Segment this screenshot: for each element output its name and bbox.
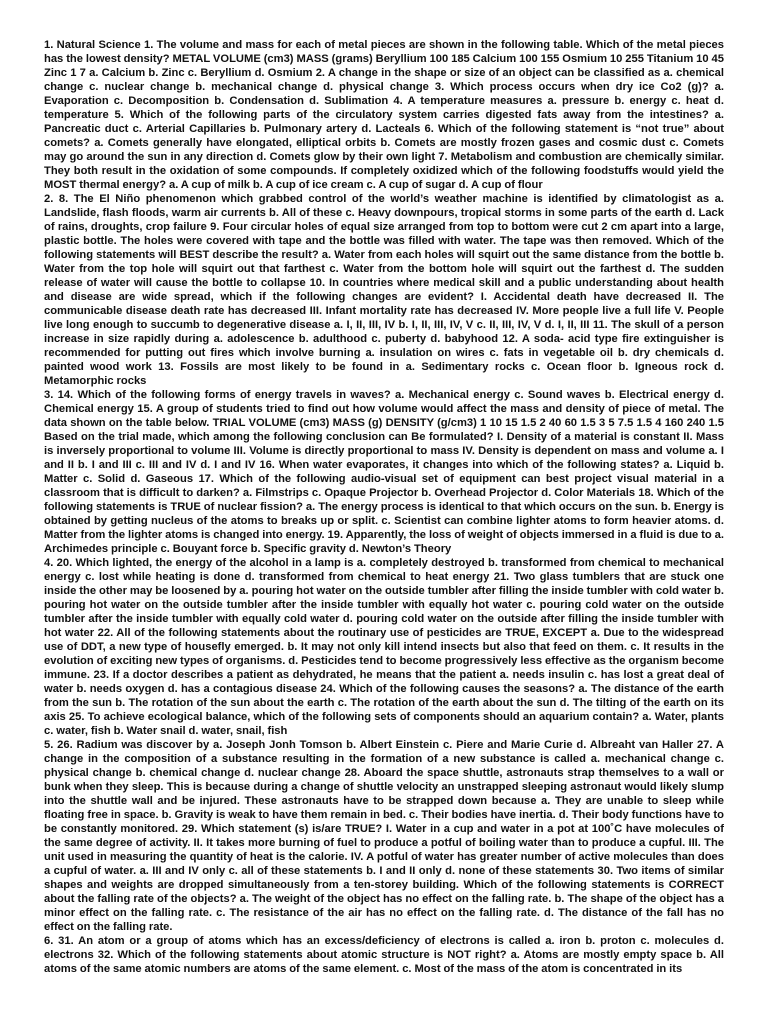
paragraph-3: 3. 14. Which of the following forms of energy travels in waves? a. Mechanical energy c. Sound waves b. Electrical energy d. Chemical energy 15. A group of students tried to find out how volume would affect the mass and density of piece of metal. The data shown on the table below. TRIAL VOLUME (cm3) MASS (g) DENSITY (g/cm3) 1 10 15 1.5 2 40 60 1.5 3 5 7.5 1.5 4 160 240 1.5 Based on the trial made, which among the following conclusion can Be formulated? I. Density of a material is constant II. Mass is inversely proportional to volume III. Volume is directly proportional to mass IV. Density is dependent on mass and volume a. I and II b. I and III c. III and IV d. I and IV 16. When water evaporates, it changes into which of the following states? a. Liquid b. Matter c. Solid d. Gaseous 17. Which of the following audio-visual set of equipment can best project visual material in a classroom that is difficult to darken? a. Filmstrips c. Opaque Projector b. Overhead Projector d. Color Materials 18. Which of the following statements is TRUE of nuclear fission? a. The energy process is identical to that which occurs on the sun. b. Energy is obtained by getting nucleus of the atoms to breaks up or split. c. Scientist can combine lighter atoms to form heavier atoms. d. Matter from the lighter atoms is changed into energy. 19. Apparently, the loss of weight of objects immersed in a fluid is due to a. Archimedes principle c. Bouyant force b. Specific gravity d. Newton’s Theory <box>44 389 724 555</box>
paragraph-1: 1. Natural Science 1. The volume and mass for each of metal pieces are shown in the following table. Which of the metal pieces has the lowest density? METAL VOLUME (cm3) MASS (grams) Beryllium 100 185 Calcium 100 155 Osmium 10 255 Titanium 10 45 Zinc 1 7 a. Calcium b. Zinc c. Beryllium d. Osmium 2. A change in the shape or size of an object can be classified as a. chemical change c. nuclear change b. mechanical change d. physical change 3. Which process occurs when dry ice Co2 (g)? a. Evaporation c. Decomposition b. Condensation d. Sublimation 4. A temperature measures a. pressure b. energy c. heat d. temperature 5. Which of the following parts of the circulatory system carries digested fats away from the intestines? a. Pancreatic duct c. Arterial Capillaries b. Pulmonary artery d. Lacteals 6. Which of the following statement is “not true” about comets? a. Comets generally have elongated, elliptical orbits b. Comets are mostly frozen gases and cosmic dust c. Comets may go around the sun in any direction d. Comets glow by their own light 7. Metabolism and combustion are chemically similar. They both result in the oxidation of some compounds. If completely oxidized which of the following foodstuffs would yield the MOST thermal energy? a. A cup of milk b. A cup of ice cream c. A cup of sugar d. A cup of flour <box>44 39 724 191</box>
paragraph-2: 2. 8. The El Niño phenomenon which grabbed control of the world’s weather machine is identified by climatologist as a. Landslide, flash floods, warm air currents b. All of these c. Heavy downpours, tropical storms in some parts of the earth d. Lack of rains, droughts, crop failure 9. Four circular holes of equal size arranged from top to bottom were cut 2 cm apart into a large, plastic bottle. The holes were covered with tape and the bottle was filled with water. The tape was then removed. Which of the following statements will BEST describe the result? a. Water from each holes will squirt out the same distance from the bottle b. Water from the top hole will squirt out that farthest c. Water from the bottom hole will squirt out the farthest d. The sudden release of water will cause the bottle to collapse 10. In countries where medical skill and a public understanding about health and disease are wide spread, which if the following changes are evident? I. Accidental death have decreased II. The communicable disease death rate has decreased III. Infant mortality rate has decreased IV. More people live a full life V. People live long enough to succumb to degenerative disease a. I, II, III, IV b. I, II, III, IV, V c. II, III, IV, V d. I, II, III 11. The skull of a person increase in size rapidly during a. adolescence b. adulthood c. puberty d. babyhood 12. A soda- acid type fire extinguisher is recommended for putting out fires which involve burning a. insulation on wires c. fats in vegetable oil b. dry chemicals d. painted wood work 13. Fossils are most likely to be found in a. Sedimentary rocks c. Ocean floor b. Igneous rock d. Metamorphic rocks <box>44 193 724 387</box>
paragraph-5: 5. 26. Radium was discover by a. Joseph Jonh Tomson b. Albert Einstein c. Piere and Marie Curie d. Albreaht van Haller 27. A change in the composition of a substance resulting in the formation of a new substance is called a. mechanical change c. physical change b. chemical change d. nuclear change 28. Aboard the space shuttle, astronauts strap themselves to a wall or bunk when they sleep. This is because during a change of shuttle velocity an unstrapped sleeping astronaut would likely slump into the shuttle wall and be injured. These astronauts have to be strapped down because a. They are unable to sleep while floating free in space. b. Gravity is weak to have them remain in bed. c. Their bodies have inertia. d. Their body functions have to be constantly monitored. 29. Which statement (s) is/are TRUE? I. Water in a cup and water in a pot at 100˚C have molecules of the same degree of activity. II. It takes more burning of fuel to produce a potful of boiling water than to produce a cupful. III. The unit used in measuring the quantity of heat is the calorie. IV. A potful of water has greater number of active molecules than does a cupful of water. a. III and IV only c. all of these statements b. I and II only d. none of these statements 30. Two items of similar shapes and weights are dropped simultaneously from a ten-storey building. Which of the following statements is CORRECT about the falling rate of the objects? a. The weight of the object has no effect on the falling rate. b. The shape of the object has a minor effect on the falling rate. c. The resistance of the air has no effect on the falling rate. d. The distance of the fall has no effect on the falling rate. <box>44 739 724 933</box>
document-page <box>44 38 724 1018</box>
paragraph-4: 4. 20. Which lighted, the energy of the alcohol in a lamp is a. completely destroyed b. transformed from chemical to mechanical energy c. lost while heating is done d. transformed from chemical to heat energy 21. Two glass tumblers that are stuck one inside the other may be loosened by a. pouring hot water on the outside tumbler after filling the inside tumbler with cold water b. pouring hot water on the outside tumbler after the inside tumbler with equally hot water c. pouring cold water on the outside tumbler after the inside tumbler with equally cold water d. pouring cold water on the outside after filling the inside tumbler with hot water 22. All of the following statements about the routinary use of pesticides are TRUE, EXCEPT a. Due to the widespread use of DDT, a new type of housefly emerged. b. It may not only kill intend insects but also that feed on them. c. It results in the evolution of exciting new types of organisms. d. Pesticides tend to become progressively less effective as the organism become immune. 23. If a doctor describes a patient as dehydrated, he means that the patient a. needs insulin c. has lost a great deal of water b. needs oxygen d. has a contagious disease 24. Which of the following causes the seasons? a. The distance of the earth from the sun b. The rotation of the sun about the earth c. The rotation of the earth about the sun d. The tilting of the earth on its axis 25. To achieve ecological balance, which of the following sets of components should an aquarium contain? a. Water, plants c. water, fish b. Water snail d. water, snail, fish <box>44 557 724 737</box>
paragraph-6: 6. 31. An atom or a group of atoms which has an excess/deficiency of electrons is called a. iron b. proton c. molecules d. electrons 32. Which of the following statements about atomic structure is NOT right? a. Atoms are mostly empty space b. All atoms of the same atomic numbers are atoms of the same element. c. Most of the mass of the atom is concentrated in its <box>44 935 724 975</box>
